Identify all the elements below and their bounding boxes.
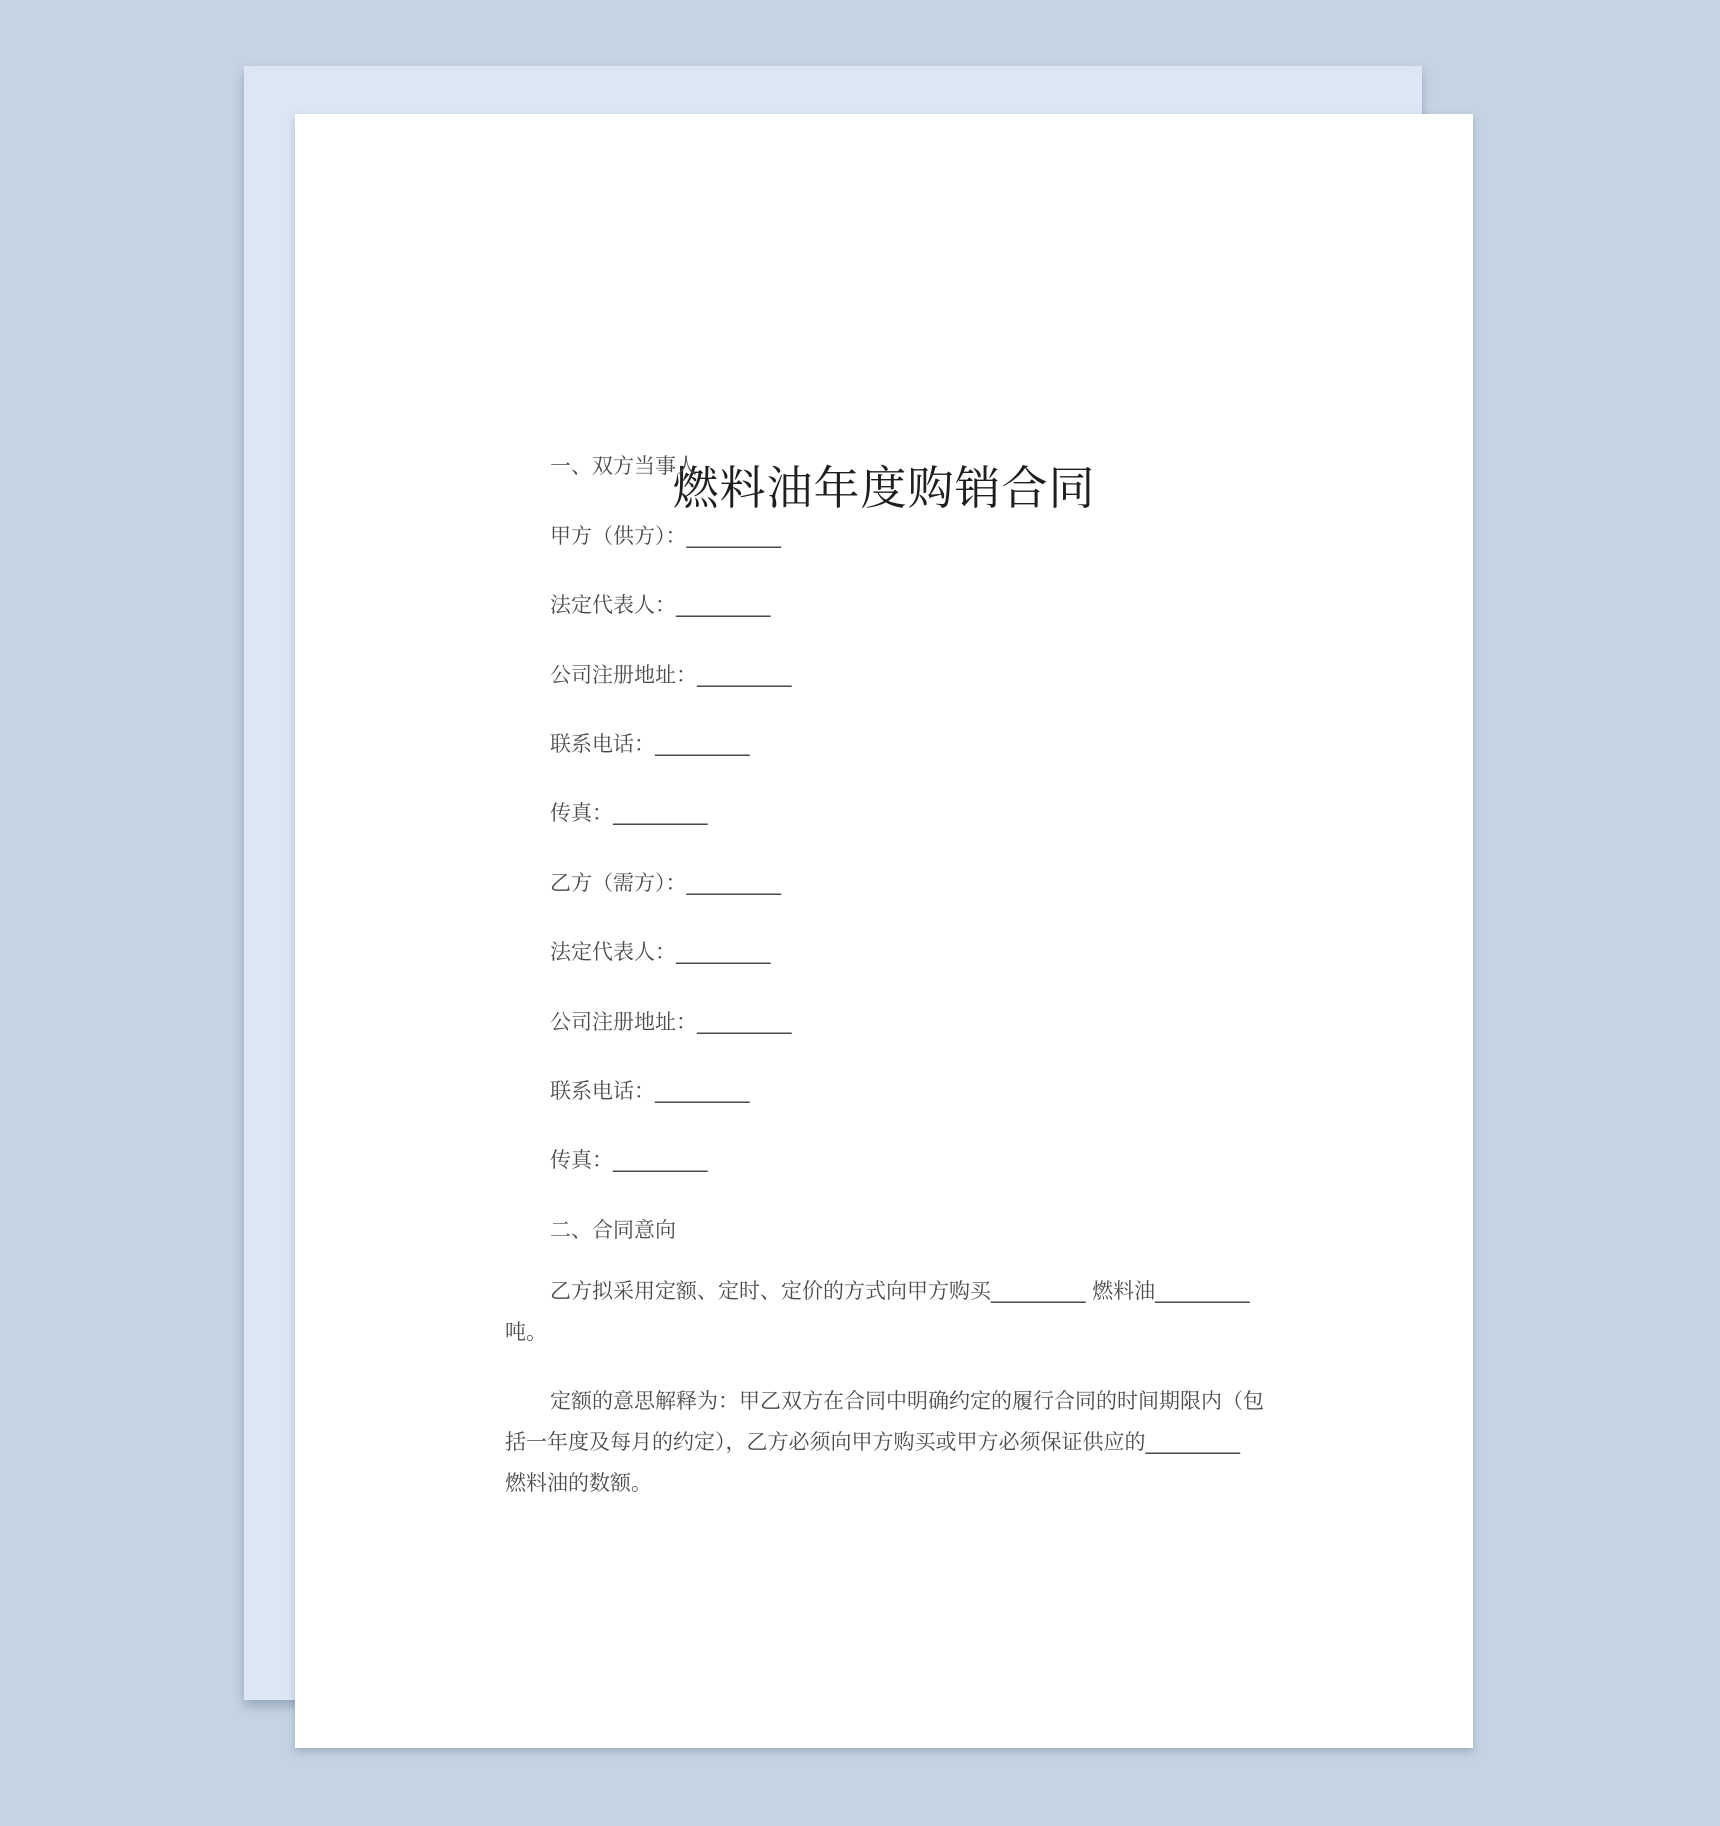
party-b-phone-label: 联系电话： xyxy=(550,1079,655,1103)
party-b-label: 乙方（需方）： xyxy=(550,871,687,895)
party-a-blank: _________ xyxy=(686,524,781,548)
section-heading-intent: 二、合同意向 xyxy=(550,1218,676,1242)
intent-paragraph-2: 定额的意思解释为：甲乙双方在合同中明确约定的履行合同的时间期限内（包括一年度及每月的约定），乙方必须向甲方购买或甲方必须保证供应的_________ 燃料油的数额。 xyxy=(505,1389,1264,1495)
party-a-address-label: 公司注册地址： xyxy=(550,663,697,687)
party-a-phone-line xyxy=(505,730,750,758)
party-b-phone-blank: _________ xyxy=(655,1079,750,1103)
document-title: 燃料油年度购销合同 xyxy=(672,461,1096,515)
party-a-fax-line xyxy=(505,799,708,827)
party-a-line xyxy=(505,522,781,550)
document-page xyxy=(295,114,1473,1748)
party-a-label: 甲方（供方）： xyxy=(550,524,687,548)
intent-paragraph-1: 乙方拟采用定额、定时、定价的方式向甲方购买_________ 燃料油_________ 吨。 xyxy=(505,1279,1250,1344)
party-b-address-blank: _________ xyxy=(697,1010,792,1034)
party-a-rep-label: 法定代表人： xyxy=(550,593,676,617)
party-b-rep-line xyxy=(505,938,771,966)
party-a-address-line xyxy=(505,661,792,689)
party-a-rep-line xyxy=(505,591,771,619)
party-a-rep-blank: _________ xyxy=(676,593,771,617)
party-b-blank: _________ xyxy=(686,871,781,895)
party-b-line xyxy=(505,869,781,897)
party-b-fax-line xyxy=(505,1146,708,1174)
party-b-rep-blank: _________ xyxy=(676,940,771,964)
party-b-phone-line xyxy=(505,1077,750,1105)
party-a-fax-label: 传真： xyxy=(550,801,613,825)
section-heading-parties: 一、双方当事人 xyxy=(550,454,697,478)
party-a-fax-blank: _________ xyxy=(613,801,708,825)
party-b-rep-label: 法定代表人： xyxy=(550,940,676,964)
party-a-phone-label: 联系电话： xyxy=(550,732,655,756)
party-b-fax-blank: _________ xyxy=(613,1148,708,1172)
party-b-address-label: 公司注册地址： xyxy=(550,1010,697,1034)
party-b-address-line xyxy=(505,1008,792,1036)
party-a-phone-blank: _________ xyxy=(655,732,750,756)
party-b-fax-label: 传真： xyxy=(550,1148,613,1172)
party-a-address-blank: _________ xyxy=(697,663,792,687)
